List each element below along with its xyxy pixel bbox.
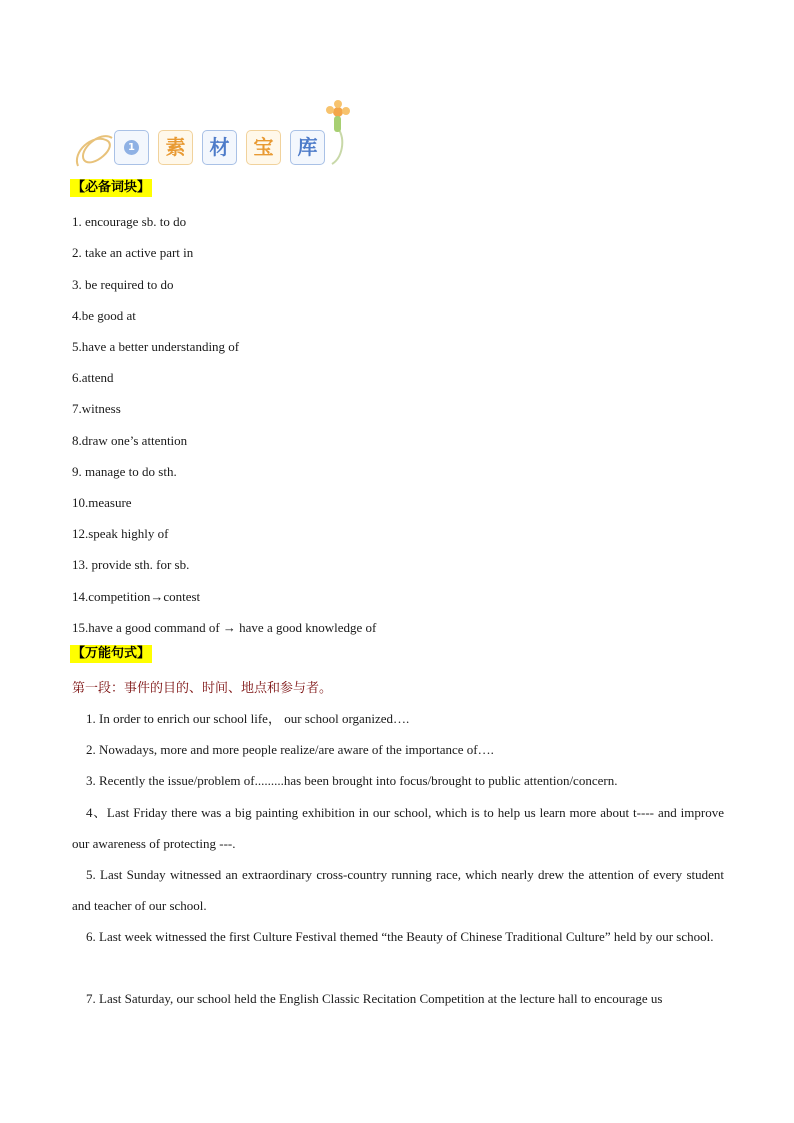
list-item: 8.draw one’s attention <box>72 433 188 448</box>
list-item: 13. provide sth. for sb. <box>72 557 190 572</box>
number-badge-icon: 1 <box>124 140 139 155</box>
list-item: 2. take an active part in <box>72 245 194 260</box>
banner-char-1: 素 <box>158 130 193 165</box>
sentence-item <box>72 859 724 921</box>
banner-number-tile <box>114 130 149 165</box>
sentence-text: 4、Last Friday there was a big painting exhibition in our school, which is to help us learn more about t---- and improve our awareness of protecting ---. <box>72 805 724 851</box>
list-item: 4.be good at <box>72 308 136 323</box>
sentence-item: 2. Nowadays, more and more people realize/are aware of the importance of…. <box>86 742 494 757</box>
list-item: 10.measure <box>72 495 132 510</box>
list-item: 12.speak highly of <box>72 526 169 541</box>
list-item: 15.have a good command of → have a good knowledge of <box>72 620 377 635</box>
list-item: 9. manage to do sth. <box>72 464 177 479</box>
sentence-item: 3. Recently the issue/problem of.........has been brought into focus/brought to public attention/concern. <box>86 773 618 788</box>
sentence-item <box>72 983 724 1014</box>
banner-char-4: 库 <box>290 130 325 165</box>
list-item: 1. encourage sb. to do <box>72 214 187 229</box>
list-item: 5.have a better understanding of <box>72 339 240 354</box>
sentence-text: 6. Last week witnessed the first Culture Festival themed “the Beauty of Chinese Traditional Culture” held by our school. <box>86 929 714 944</box>
list-item: 7.witness <box>72 401 121 416</box>
sentence-item: 1. In order to enrich our school life， our school organized…. <box>86 711 410 726</box>
banner-char-3: 宝 <box>246 130 281 165</box>
section-heading-sentences: 【万能句式】 <box>72 646 151 661</box>
sentence-text: 7. Last Saturday, our school held the English Classic Recitation Competition at the lecture hall to encourage us <box>86 991 663 1006</box>
list-item: 14.competition→contest <box>72 589 201 604</box>
sentence-text: 5. Last Sunday witnessed an extraordinary cross-country running race, which nearly drew the attention of every student and teacher of our school. <box>72 867 724 913</box>
list-item: 6.attend <box>72 370 114 385</box>
sentence-item <box>72 797 724 859</box>
sentence-item <box>72 921 724 952</box>
paragraph-subheading: 第一段：事件的目的、时间、地点和参与者。 <box>72 681 333 696</box>
section-banner <box>70 100 360 172</box>
section-heading-vocabulary: 【必备词块】 <box>72 180 151 195</box>
banner-char-2: 材 <box>202 130 237 165</box>
list-item: 3. be required to do <box>72 277 174 292</box>
